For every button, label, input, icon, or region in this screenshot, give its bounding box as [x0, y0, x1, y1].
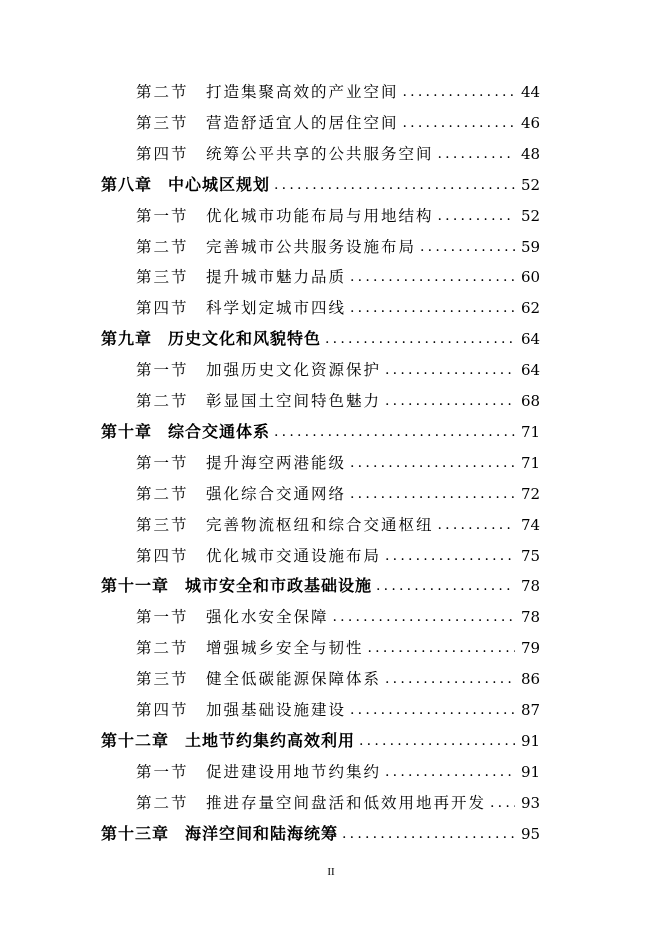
chapter-number: 第八章 — [101, 174, 153, 194]
page-number: 86 — [521, 670, 541, 689]
chapter-title: 综合交通体系 — [168, 421, 271, 441]
chapter-number: 第十章 — [101, 421, 153, 441]
dot-leader — [490, 788, 515, 818]
section-number: 第四节 — [136, 299, 189, 318]
toc-section-entry[interactable] — [0, 541, 662, 571]
toc-chapter-entry[interactable] — [0, 417, 662, 447]
page-number: 68 — [521, 392, 541, 410]
chapter-number: 第十一章 — [101, 576, 170, 596]
section-title: 统筹公平共享的公共服务空间 — [206, 144, 434, 163]
page-number: 72 — [521, 484, 541, 503]
chapter-title: 土地节约集约高效利用 — [185, 730, 356, 750]
dot-leader — [385, 541, 515, 571]
page-number: 48 — [521, 144, 541, 163]
dot-leader — [403, 77, 515, 107]
section-number: 第二节 — [136, 83, 189, 101]
toc-chapter-entry[interactable] — [0, 819, 662, 849]
section-number: 第三节 — [136, 515, 189, 534]
chapter-title: 历史文化和风貌特色 — [168, 329, 322, 349]
page-number: 64 — [521, 330, 541, 349]
page-number: 52 — [521, 206, 541, 225]
dot-leader — [274, 170, 515, 200]
page-number: 95 — [521, 824, 541, 843]
section-title: 健全低碳能源保障体系 — [206, 670, 382, 689]
toc-section-entry[interactable] — [0, 355, 662, 385]
dot-leader — [342, 819, 515, 849]
page-number: 87 — [521, 701, 541, 719]
toc-section-entry[interactable] — [0, 77, 662, 107]
toc-section-entry[interactable] — [0, 232, 662, 262]
section-title: 优化城市功能布局与用地结构 — [206, 206, 434, 225]
toc-section-entry[interactable] — [0, 602, 662, 632]
dot-leader — [368, 633, 515, 663]
section-title: 提升海空两港能级 — [206, 453, 347, 472]
dot-leader — [274, 417, 515, 447]
section-number: 第一节 — [136, 608, 189, 627]
toc-chapter-entry[interactable] — [0, 324, 662, 354]
dot-leader — [438, 201, 515, 231]
chapter-number: 第十二章 — [101, 730, 170, 750]
section-title: 加强历史文化资源保护 — [206, 361, 382, 380]
dot-leader — [350, 448, 515, 478]
toc-section-entry[interactable] — [0, 293, 662, 323]
section-number: 第三节 — [136, 670, 189, 689]
toc-section-entry[interactable] — [0, 788, 662, 818]
page-number: 79 — [521, 639, 541, 658]
section-title: 完善城市公共服务设施布局 — [206, 237, 417, 256]
page-number: 75 — [521, 546, 541, 565]
toc-section-entry[interactable] — [0, 448, 662, 478]
chapter-title: 中心城区规划 — [168, 174, 271, 194]
toc-section-entry[interactable] — [0, 201, 662, 231]
dot-leader — [385, 386, 515, 416]
page-number: 71 — [521, 422, 541, 441]
section-number: 第一节 — [136, 206, 189, 225]
toc-section-entry[interactable] — [0, 139, 662, 169]
page-number: 52 — [521, 175, 541, 194]
section-title: 打造集聚高效的产业空间 — [206, 83, 399, 101]
toc-chapter-entry[interactable] — [0, 726, 662, 756]
dot-leader — [420, 232, 515, 262]
section-title: 彰显国土空间特色魅力 — [206, 392, 382, 410]
section-title: 强化综合交通网络 — [206, 484, 347, 503]
section-number: 第四节 — [136, 144, 189, 163]
section-number: 第一节 — [136, 762, 189, 781]
chapter-title: 城市安全和市政基础设施 — [185, 576, 373, 596]
page-number: 64 — [521, 361, 541, 380]
section-number: 第三节 — [136, 113, 189, 132]
page-number: 71 — [521, 453, 541, 472]
toc-section-entry[interactable] — [0, 664, 662, 694]
page-number: 78 — [521, 577, 541, 596]
page-number: 59 — [521, 237, 541, 256]
dot-leader — [438, 510, 515, 540]
section-number: 第二节 — [136, 237, 189, 256]
section-number: 第二节 — [136, 484, 189, 503]
toc-chapter-entry[interactable] — [0, 170, 662, 200]
dot-leader — [438, 139, 515, 169]
dot-leader — [333, 602, 515, 632]
section-title: 优化城市交通设施布局 — [206, 546, 382, 565]
dot-leader — [403, 108, 515, 138]
page-number: 78 — [521, 608, 541, 627]
chapter-number: 第九章 — [101, 329, 153, 349]
section-number: 第二节 — [136, 793, 189, 812]
section-number: 第四节 — [136, 546, 189, 565]
section-number: 第二节 — [136, 392, 189, 410]
page-number: 46 — [521, 113, 541, 132]
section-title: 增强城乡安全与韧性 — [206, 639, 364, 658]
toc-section-entry[interactable] — [0, 633, 662, 663]
toc-section-entry[interactable] — [0, 108, 662, 138]
dot-leader — [350, 262, 515, 292]
dot-leader — [385, 664, 515, 694]
toc-section-entry[interactable] — [0, 695, 662, 725]
dot-leader — [376, 571, 515, 601]
section-title: 科学划定城市四线 — [206, 299, 347, 318]
toc-section-entry[interactable] — [0, 510, 662, 540]
chapter-title: 海洋空间和陆海统筹 — [185, 823, 339, 843]
section-number: 第三节 — [136, 268, 189, 287]
section-number: 第一节 — [136, 361, 189, 380]
section-title: 强化水安全保障 — [206, 608, 329, 627]
toc-section-entry[interactable] — [0, 262, 662, 292]
section-number: 第四节 — [136, 701, 189, 719]
section-title: 促进建设用地节约集约 — [206, 762, 382, 781]
section-title: 推进存量空间盘活和低效用地再开发 — [206, 793, 487, 812]
dot-leader — [385, 757, 515, 787]
dot-leader — [350, 479, 515, 509]
section-title: 提升城市魅力品质 — [206, 268, 347, 287]
page-number: 62 — [521, 299, 541, 318]
chapter-number: 第十三章 — [101, 823, 170, 843]
page-number: 93 — [521, 793, 541, 812]
dot-leader — [350, 293, 515, 323]
page-number: 44 — [521, 83, 541, 101]
section-number: 第二节 — [136, 639, 189, 658]
section-title: 加强基础设施建设 — [206, 701, 347, 719]
page-number: 91 — [521, 762, 541, 781]
page-number: 60 — [521, 268, 541, 287]
page-footer-number: II — [327, 866, 335, 878]
toc-section-entry[interactable] — [0, 757, 662, 787]
dot-leader — [325, 324, 515, 354]
toc-chapter-entry[interactable] — [0, 571, 662, 601]
toc-section-entry[interactable] — [0, 386, 662, 416]
section-title: 营造舒适宜人的居住空间 — [206, 113, 399, 132]
dot-leader — [350, 695, 515, 725]
page-number: 91 — [521, 731, 541, 750]
page-number: 74 — [521, 515, 541, 534]
dot-leader — [385, 355, 515, 385]
section-number: 第一节 — [136, 453, 189, 472]
toc-section-entry[interactable] — [0, 479, 662, 509]
dot-leader — [359, 726, 515, 756]
section-title: 完善物流枢纽和综合交通枢纽 — [206, 515, 434, 534]
